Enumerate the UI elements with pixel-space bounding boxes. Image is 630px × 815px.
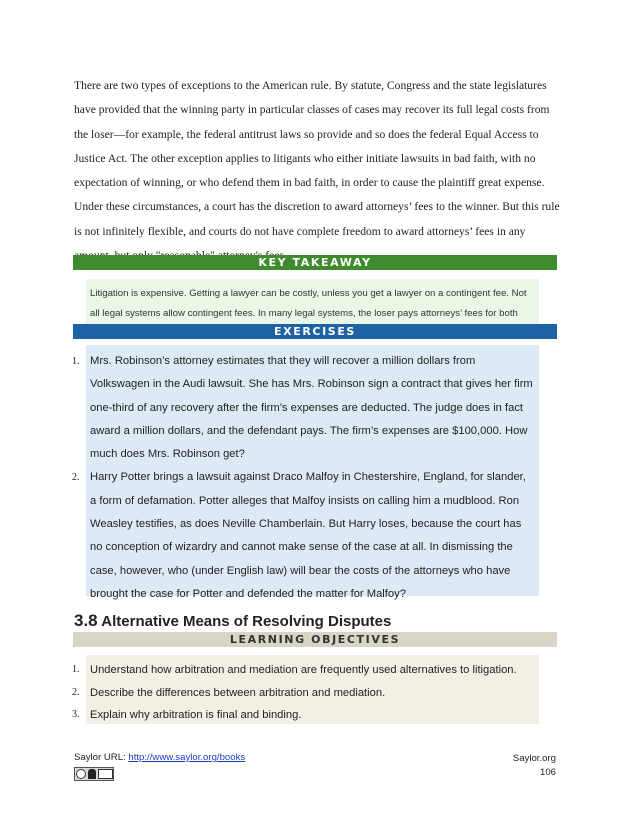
footer-url-label: Saylor URL: <box>74 752 129 763</box>
objective-text: Describe the differences between arbitration and mediation. <box>90 686 386 699</box>
attribution-icon <box>88 769 96 779</box>
exercise-item <box>72 350 534 466</box>
objective-text: Understand how arbitration and mediation are frequently used alternatives to litigation. <box>90 664 517 676</box>
section-heading <box>74 611 391 632</box>
footer-site: Saylor.org <box>512 753 556 764</box>
exercise-text: Mrs. Robinson’s attorney estimates that they will recover a million dollars from Volkswagen in the Audi lawsuit. She has Mrs. Robinson sign a contract that gives her firm one-third of any recovery after the firm’s expenses are deducted. The judge does in fact award a million dollars, and the defendant pays. The firm’s expenses are $100,000. How much does Mrs. Robinson get? <box>90 355 533 461</box>
exercises-list <box>72 350 534 606</box>
list-number: 2. <box>72 686 80 698</box>
saylor-books-link[interactable]: http://www.saylor.org/books <box>128 752 246 763</box>
section-number: 3.8 <box>74 611 98 630</box>
creative-commons-badge-icon <box>74 767 114 781</box>
list-number: 3. <box>72 709 80 721</box>
list-number: 1. <box>72 664 80 675</box>
key-takeaway-text: Litigation is expensive. Getting a lawyer can be costly, unless you get a lawyer on a contingent fee. Not all legal systems allow contingent fees. In many legal systems, the loser pays attorneys’ fees for both <box>90 288 527 319</box>
list-number: 2. <box>72 472 80 484</box>
cc-icon <box>76 769 86 779</box>
key-takeaway-banner: KEY TAKEAWAY <box>73 255 557 270</box>
section-title: Alternative Means of Resolving Disputes <box>101 613 392 630</box>
footer-right <box>513 752 556 780</box>
body-paragraph: There are two types of exceptions to the American rule. By statute, Congress and the state legislatures have provided that the winning party in particular classes of cases may recover its full legal costs from the loser—for example, the federal antitrust laws so provide and so does the federal Equal Access to Justice Act. The other exception applies to litigants who either initiate lawsuits in bad faith, with no expectation of winning, or who defend them in bad faith, in order to cause the plaintiff great expense. Under these circumstances, a court has the discretion to award attorneys’ fees to the winner. But this rule is not infinitely flexible, and courts do not have complete freedom to award attorneys’ fees in any <box>74 79 560 238</box>
objective-text: Explain why arbitration is final and binding. <box>90 709 302 722</box>
footer-url <box>74 752 245 763</box>
page-number: 106 <box>539 767 556 778</box>
exercises-banner: EXERCISES <box>73 324 557 339</box>
list-number: 1. <box>72 356 80 367</box>
learning-objectives-banner: LEARNING OBJECTIVES <box>73 632 557 647</box>
exercise-text: Harry Potter brings a lawsuit against Draco Malfoy in Chestershire, England, for slander, a form of defamation. Potter alleges that Malfoy insists on calling him a mudblood. Ron Weasley testifies, as does Neville Chamberlain. But Harry loses, because the court has no conception of wizardry and cannot make sense of the case at all. In dismissing the case, however, who (under English law) will bear the costs of the attorneys who have brought the case for Potter and defended the matter for Malfoy? <box>90 471 526 600</box>
objective-item <box>72 704 538 727</box>
objective-item <box>72 682 538 705</box>
objective-item <box>72 659 538 682</box>
exercise-item <box>72 466 534 606</box>
share-alike-icon <box>98 769 113 779</box>
key-takeaway-box <box>86 279 539 324</box>
learning-objectives-list <box>72 659 538 727</box>
